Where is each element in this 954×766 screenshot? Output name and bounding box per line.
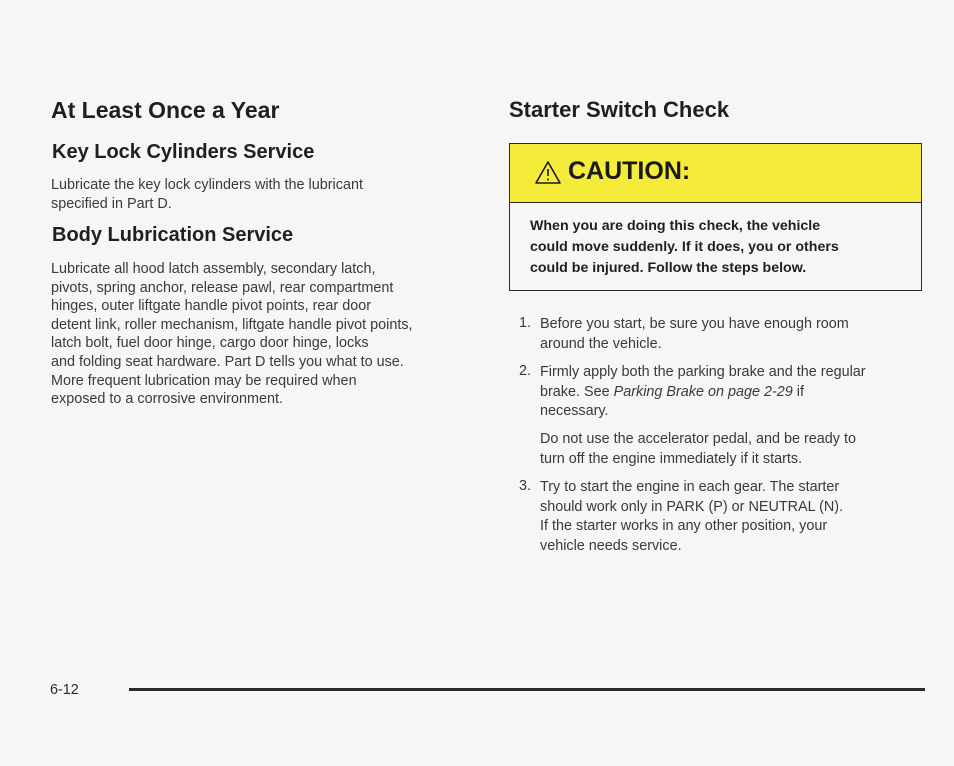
step-2-text (540, 363, 866, 422)
key-lock-heading: Key Lock Cylinders Service (52, 141, 315, 163)
step-1-text: Before you start, be sure you have enough room around the vehicle. (540, 316, 849, 352)
body-lubrication-heading: Body Lubrication Service (52, 224, 294, 246)
footer-rule (129, 688, 925, 691)
step-2-number: 2. (519, 363, 532, 379)
parking-brake-link[interactable]: Parking Brake on page 2-29 (613, 383, 793, 400)
step-3-number: 3. (519, 478, 532, 494)
body-lubrication-body: Lubricate all hood latch assembly, secondary latch, pivots, spring anchor, release pawl, rear compartment hinges, outer liftgate handle pivot points, rear door detent link, roller mechanism, liftgate handle pivot points, latch bolt, fuel door hinge, cargo door hinge, locks and folding seat hardware. Part D tells you what to use. More frequent lubrication may be required when exposed to a corrosive environment. (51, 261, 413, 408)
caution-text: When you are doing this check, the vehicle could move suddenly. If it does, you or others could be injured. Follow the steps below. (530, 218, 839, 276)
page-number: 6-12 (50, 682, 79, 698)
section-heading-once-a-year: At Least Once a Year (51, 97, 280, 123)
step-2-text-before: Firmly apply both the parking brake and the regular brake. See (540, 364, 866, 400)
caution-box (509, 143, 922, 291)
step-1-number: 1. (519, 315, 532, 331)
caution-header (510, 144, 921, 203)
warning-triangle-icon (534, 160, 562, 185)
starter-switch-heading: Starter Switch Check (509, 97, 730, 122)
step-2-text-after: if necessary. (540, 383, 805, 420)
caution-title: CAUTION: (568, 157, 691, 185)
step-3-text: Try to start the engine in each gear. The starter should work only in PARK (P) or NEUTRAL (N). If the starter works in any other position, your vehicle needs service. (540, 479, 844, 554)
step-2-extra: Do not use the accelerator pedal, and be ready to turn off the engine immediately if it starts. (540, 431, 857, 467)
key-lock-body: Lubricate the key lock cylinders with the lubricant specified in Part D. (51, 177, 363, 212)
